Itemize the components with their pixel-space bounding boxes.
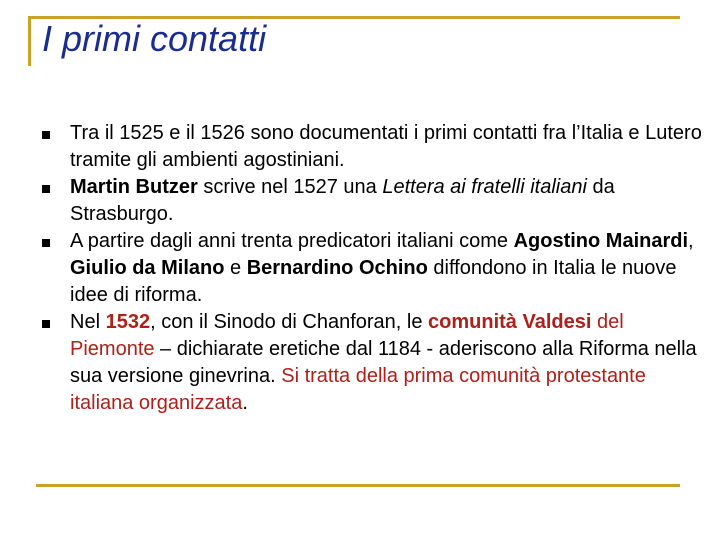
- bullet-text: scrive nel 1527 una: [197, 176, 383, 198]
- left-frame-line: [28, 16, 31, 66]
- community-highlight: comunità Valdesi: [428, 311, 592, 333]
- square-bullet-icon: [42, 131, 50, 139]
- year-highlight: 1532: [105, 311, 151, 333]
- closing-highlight: Si tratta della prima comunità protestante italiana organizzata: [70, 365, 646, 414]
- bullet-text: Tra il 1525 e il 1526 sono documentati i primi contatti fra l’Italia e Lutero tramite gli ambienti agostiniani.: [70, 122, 702, 171]
- person-name: Giulio da Milano: [70, 257, 225, 279]
- work-title: Lettera ai fratelli italiani: [382, 176, 587, 198]
- person-name: Bernardino Ochino: [246, 257, 428, 279]
- separator: ,: [688, 230, 694, 252]
- bullet-item-1: [36, 120, 708, 174]
- bullet-text: Nel: [70, 311, 106, 333]
- bullet-text: diffondono in Italia le nuove idee di riforma.: [70, 257, 677, 306]
- bullet-text: – dichiarate eretiche dal 1184 - aderiscono alla Riforma nella sua versione ginevrina.: [70, 338, 697, 387]
- square-bullet-icon: [42, 239, 50, 247]
- bullet-item-4: [36, 309, 708, 417]
- bullet-text: da Strasburgo.: [70, 176, 615, 225]
- person-name: Martin Butzer: [70, 176, 198, 198]
- square-bullet-icon: [42, 185, 50, 193]
- bullet-text: A partire dagli anni trenta predicatori italiani come: [70, 230, 514, 252]
- bullet-text: , con il Sinodo di Chanforan, le: [150, 311, 429, 333]
- bullet-item-2: [36, 174, 708, 228]
- region-highlight: del Piemonte: [70, 311, 624, 360]
- square-bullet-icon: [42, 320, 50, 328]
- person-name: Agostino Mainardi: [513, 230, 689, 252]
- bullet-item-3: [36, 228, 708, 309]
- slide-title: I primi contatti: [42, 18, 267, 59]
- bottom-rule: [36, 484, 680, 487]
- bullet-list: [36, 120, 708, 417]
- separator: e: [224, 257, 247, 279]
- bullet-text: .: [242, 392, 248, 414]
